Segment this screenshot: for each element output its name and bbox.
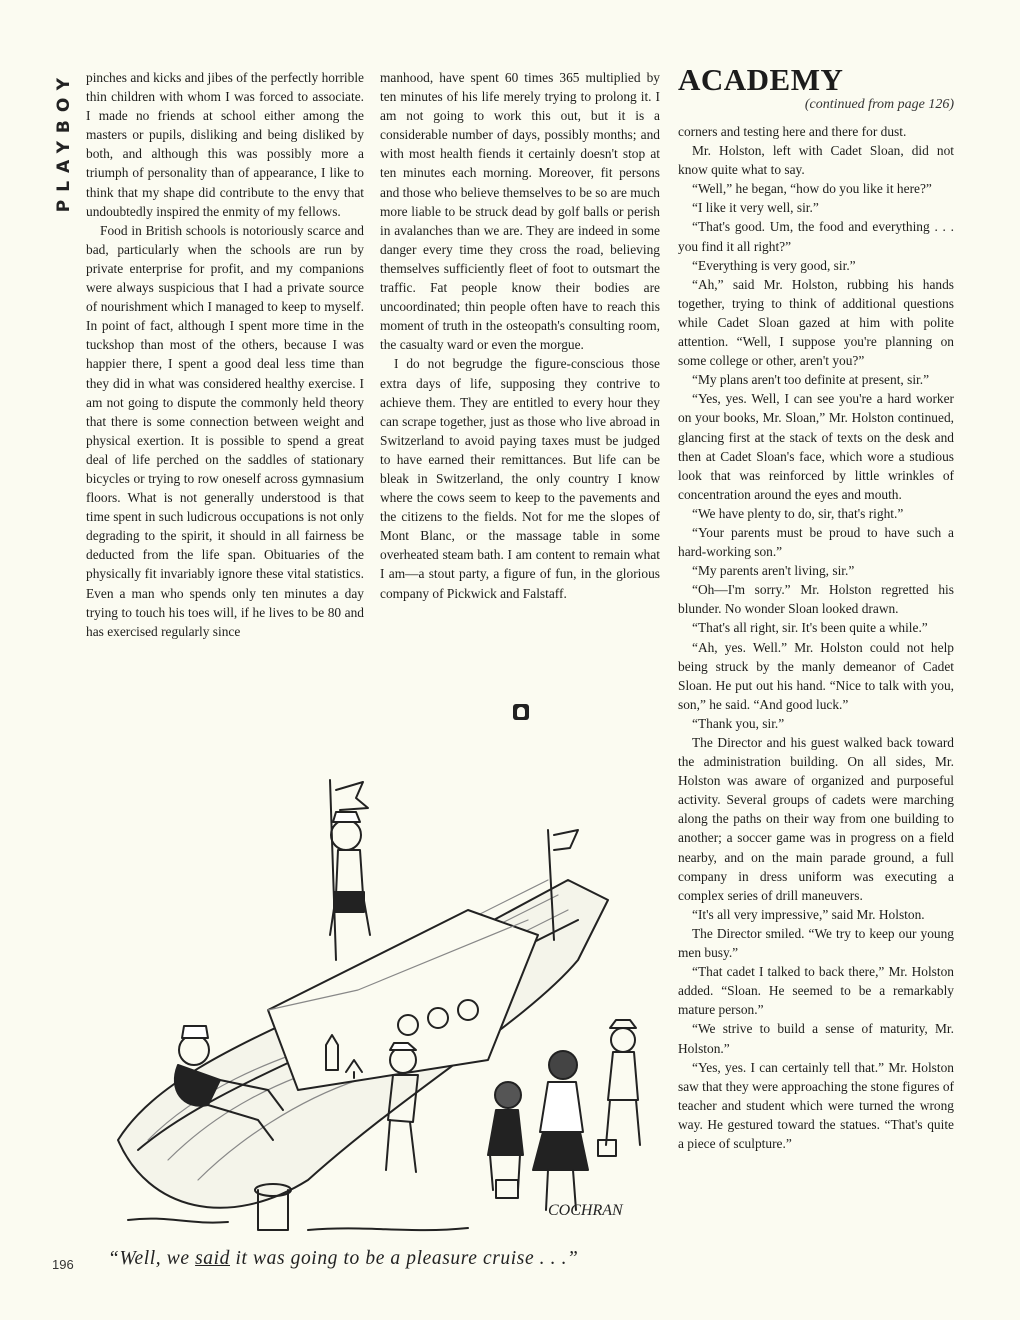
cartoon-caption bbox=[108, 1248, 668, 1270]
essay-column-2 bbox=[380, 68, 660, 603]
caption-part: it was going to be a pleasure cruise . . .” bbox=[230, 1248, 579, 1269]
essay-paragraph: manhood, have spent 60 times 365 multiplied by ten minutes of his life merely trying to prolong it. I am not going to work this out, but it is a considerable number of days, possibly months; and with most health fiends it certainly doesn't stop at ten minutes each morning. Moreover, fit persons and those who believe themselves to be so are much more liable to be struck dead by golf balls or perish in avalanches than we are. They are indeed in some danger every time they cross the road, believing themselves sufficiently fleet of foot to outsmart the traffic. Fat people know their bodies are uncoordinated; thin people often have to reach this moment of truth in the osteopath's consulting room, the casualty ward or even the morgue. bbox=[380, 70, 661, 353]
academy-paragraph: “I like it very well, sir.” bbox=[692, 200, 819, 216]
cartoon-signature: COCHRAN bbox=[548, 1202, 623, 1219]
caption-emphasis: said bbox=[195, 1248, 230, 1269]
academy-paragraph: “That's all right, sir. It's been quite a while.” bbox=[692, 620, 928, 636]
academy-paragraph: corners and testing here and there for dust. bbox=[678, 124, 907, 139]
academy-paragraph: “My plans aren't too definite at present, sir.” bbox=[692, 372, 930, 388]
academy-paragraph: “It's all very impressive,” said Mr. Holston. bbox=[692, 906, 925, 922]
essay-paragraph: Food in British schools is notoriously scarce and bad, particularly when the schools are run by private enterprise for profit, and my companions were always suspicious that I had a private source of nourishment which I managed to keep to myself. In point of fact, although I spent more time in the tuckshop than most of the others, because I was happier there, I spent a good deal less time than they did in what was considered healthy exercise. I am not going to dispute the commonly held theory that there is some connection between weight and physical exertion. It is possible to spend a great deal of life perched on the saddles of stationary bicycles or trying to row oneself across gymnasium floors. What is not generally understood is that time spent in such ludicrous occupations is not only degrading to the spirit, it should in all fairness be deducted from the life span. Obituaries of the physically fit invariably ignore these vital statistics. Even a man who spends only ten minutes a day trying to touch his toes will, if he lives to be 80 and has exercised regularly since bbox=[86, 222, 364, 639]
continued-note: (continued from page 126) bbox=[804, 97, 954, 112]
academy-paragraph: “Thank you, sir.” bbox=[692, 715, 785, 731]
cartoon-illustration bbox=[108, 760, 653, 1240]
essay-column-1 bbox=[86, 68, 364, 641]
end-mark-icon bbox=[513, 704, 529, 720]
essay-paragraph: pinches and kicks and jibes of the perfectly horrible thin children with whom I was forced to associate. I made no friends at school either among the masters or pupils, disliking and being disliked by both, and although this was possibly more a triumph of personality than of appearance, I like to think that my shape did contribute to the envy that undoubtedly inspired the enmity of my fellows. bbox=[86, 70, 364, 219]
academy-paragraph: “Your parents must be proud to have such a hard-working son.” bbox=[678, 524, 954, 560]
caption-part: “Well, we bbox=[108, 1248, 196, 1269]
academy-paragraph: The Director and his guest walked back toward the administration building. On all sides, Mr. Holston was aware of organized and purposeful activity. Several groups of cadets were marching along the paths on their way from one building to another; a soccer game was in progress on a field nearby, and on the main parade ground, a full company in dress uniform was executing a complex series of drill maneuvers. bbox=[678, 735, 954, 903]
academy-column bbox=[678, 122, 954, 1153]
academy-paragraph: “Ah,” said Mr. Holston, rubbing his hands together, trying to think of additional questions while Cadet Sloan gazed at him with polite attention. “Well, I suppose you're planning on some college or other, aren't you?” bbox=[678, 276, 954, 369]
academy-paragraph: “Yes, yes. I can certainly tell that.” Mr. Holston saw that they were approaching the stone figures of teacher and student which were turned the wrong way. He gestured toward the statues. “That's quite a piece of sculpture.” bbox=[678, 1059, 954, 1151]
academy-paragraph: “Oh—I'm sorry.” Mr. Holston regretted his blunder. No wonder Sloan looked drawn. bbox=[678, 582, 954, 617]
academy-paragraph: “We have plenty to do, sir, that's right.” bbox=[692, 505, 904, 521]
academy-paragraph: The Director smiled. “We try to keep our young men busy.” bbox=[678, 925, 954, 961]
academy-paragraph: “Yes, yes. Well, I can see you're a hard worker on your books, Mr. Sloan,” Mr. Holston continued, glancing first at the stack of texts on the desk and then at Cadet Sloan's face, which wore a studious look that was reinforced by little wrinkles of concentration around the eyes and mouth. bbox=[678, 391, 954, 502]
academy-paragraph: “Everything is very good, sir.” bbox=[692, 257, 856, 273]
magazine-masthead: PLAYBOY bbox=[54, 70, 74, 213]
page-number: 196 bbox=[52, 1257, 74, 1272]
academy-paragraph: Mr. Holston, left with Cadet Sloan, did not know quite what to say. bbox=[678, 143, 954, 178]
academy-paragraph: “Ah, yes. Well.” Mr. Holston could not help being struck by the manly demeanor of Cadet Sloan. He put out his hand. “Nice to talk with you, son,” he said. “And good luck.” bbox=[678, 639, 954, 712]
article-heading: ACADEMY bbox=[678, 62, 844, 97]
academy-paragraph: “That cadet I talked to back there,” Mr. Holston added. “Sloan. He seemed to be a remarkably mature person.” bbox=[678, 964, 954, 1018]
academy-paragraph: “My parents aren't living, sir.” bbox=[692, 563, 855, 579]
academy-paragraph: “We strive to build a sense of maturity, Mr. Holston.” bbox=[678, 1021, 954, 1056]
academy-paragraph: “That's good. Um, the food and everything . . . you find it all right?” bbox=[678, 219, 954, 254]
academy-paragraph: “Well,” he began, “how do you like it here?” bbox=[692, 181, 932, 197]
essay-paragraph: I do not begrudge the figure-conscious those extra days of life, supposing they contrive to achieve them. They are entitled to every hour they can scrape together, just as those who live abroad in Switzerland to avoid paying taxes must be judged to have earned their remittances. But life can be bleak in Switzerland, the only country I know where the cows seem to keep to the pavements and the citizens to the fields. Not for me the slopes of Mont Blanc, or the massage table in some overheated steam bath. I am content to remain what I am—a stout party, a figure of fun, in the glorious company of Pickwick and Falstaff. bbox=[380, 356, 660, 601]
